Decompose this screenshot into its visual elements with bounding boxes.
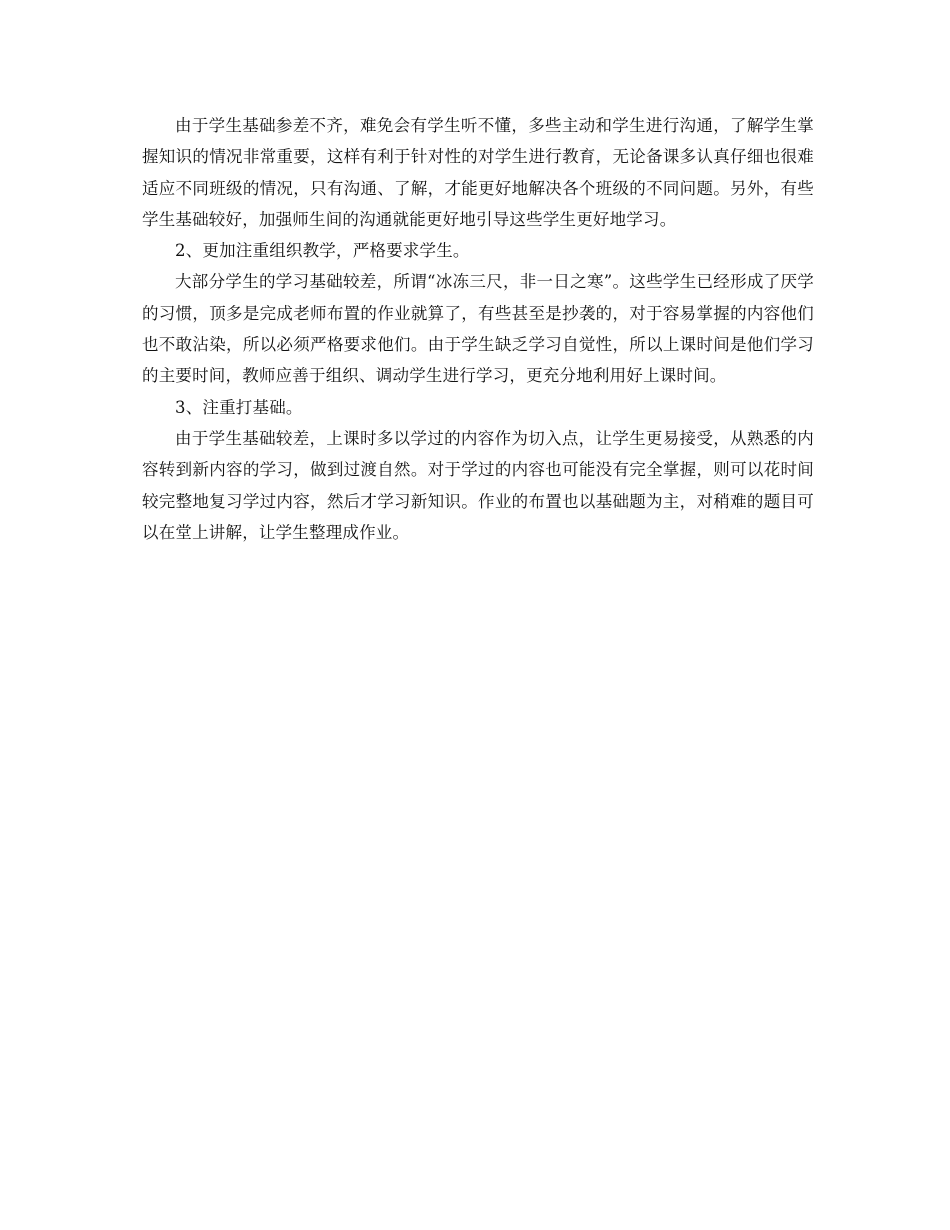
paragraph-communication: 由于学生基础参差不齐，难免会有学生听不懂，多些主动和学生进行沟通，了解学生掌握知识的情况非常重要，这样有利于针对性的对学生进行教育，无论备课多认真仔细也很难适应不同班级的情况，只有沟通、了解，才能更好地解决各个班级的不同问题。另外，有些学生基础较好，加强师生间的沟通就能更好地引导这些学生更好地学习。 — [142, 116, 814, 229]
paragraph-strict-requirements: 大部分学生的学习基础较差，所谓“冰冻三尺，非一日之寒”。这些学生已经形成了厌学的习惯，顶多是完成老师布置的作业就算了，有些甚至是抄袭的，对于容易掌握的内容他们也不敢沾染，所以必须严格要求他们。由于学生缺乏学习自觉性，所以上课时间是他们学习的主要时间，教师应善于组织、调动学生进行学习，更充分地利用好上课时间。 — [142, 272, 814, 386]
heading-basics: 3、注重打基础。 — [175, 397, 303, 417]
heading-organize-teaching: 2、更加注重组织教学，严格要求学生。 — [175, 241, 470, 261]
document-body — [142, 110, 814, 548]
paragraph-basics: 由于学生基础较差，上课时多以学过的内容作为切入点，让学生更易接受，从熟悉的内容转到新内容的学习，做到过渡自然。对于学过的内容也可能没有完全掌握，则可以花时间较完整地复习学过内容，然后才学习新知识。作业的布置也以基础题为主，对稍难的题目可以在堂上讲解，让学生整理成作业。 — [142, 428, 814, 542]
